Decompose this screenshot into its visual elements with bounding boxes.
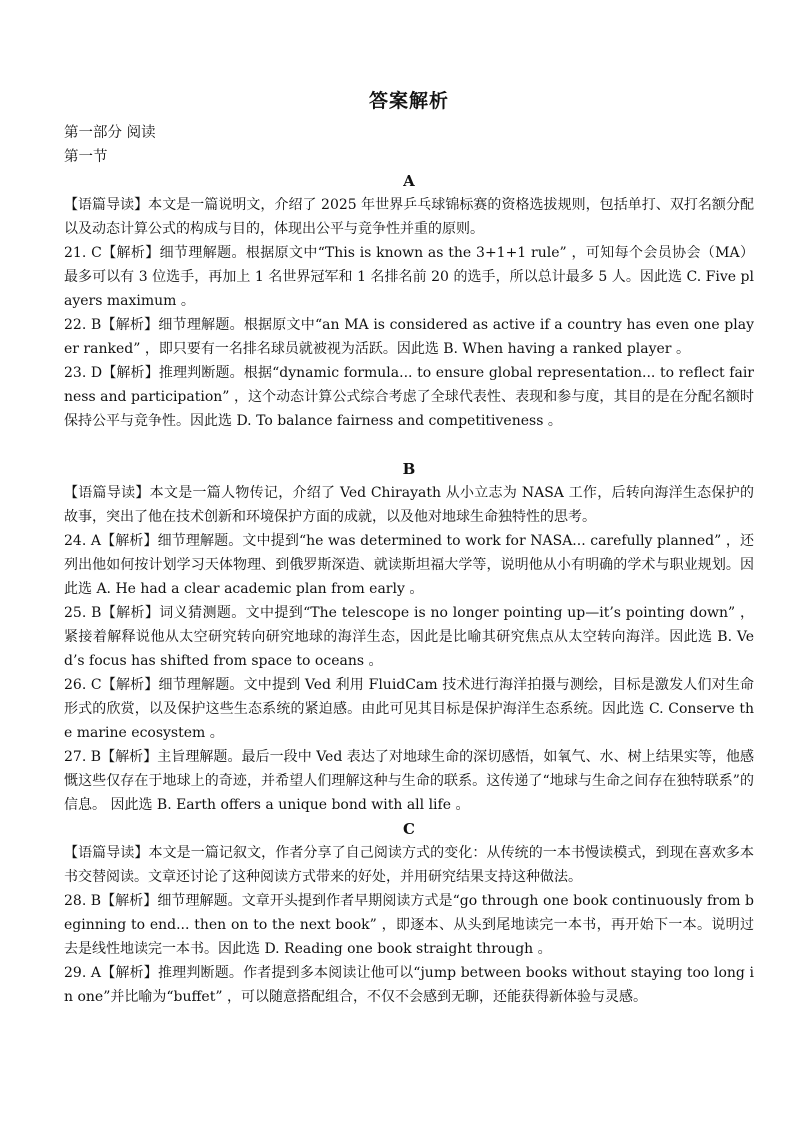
section-heading: 第一节 [64, 149, 108, 165]
passage-b-guide: 【语篇导读】本文是一篇人物传记，介绍了 Ved Chirayath 从小立志为 NASA 工作，后转向海洋生态保护的故事，突出了他在技术创新和环境保护方面的成就，以及他对地球生命独特性的思考。 [64, 485, 754, 525]
answer-26: 26. C【解析】细节理解题。文中提到 Ved 利用 FluidCam 技术进行海洋拍摄与测绘，目标是激发人们对生命形式的欣赏，以及保护这些生态系统的紧迫感。由此可见其目标是保护海洋生态系统。因此选 C. Conserve the marine ecosystem 。 [64, 677, 754, 741]
passage-c-guide: 【语篇导读】本文是一篇记叙文，作者分享了自己阅读方式的变化：从传统的一本书慢读模式，到现在喜欢多本书交替阅读。文章还讨论了这种阅读方式带来的好处，并用研究结果支持这种做法。 [64, 845, 754, 885]
answer-27: 27. B【解析】主旨理解题。最后一段中 Ved 表达了对地球生命的深切感悟，如氧气、水、树上结果实等，他感慨这些仅存在于地球上的奇迹，并希望人们理解这种与生命的联系。这传递了“地球与生命之间存在独特联系”的信息。 因此选 B. Earth offers a unique bond with all life 。 [64, 749, 754, 813]
section-gap [64, 433, 754, 457]
answer-29: 29. A【解析】推理判断题。作者提到多本阅读让他可以“jump between books without staying too long in one”并比喻为“buffet” ，可以随意搭配组合，不仅不会感到无聊，还能获得新体验与灵感。 [64, 965, 754, 1005]
answer-23: 23. D【解析】推理判断题。根据“dynamic formula... to ensure global representation... to reflect fairness and participation” ，这个动态计算公式综合考虑了全球代表性、表现和参与度，其目的是在分配名额时保持公平与竞争性。因此选 D. To balance fairness and competitiveness 。 [64, 365, 754, 429]
passage-letter-a: A [403, 172, 415, 190]
passage-letter-b: B [402, 460, 416, 478]
answer-28: 28. B【解析】细节理解题。文章开头提到作者早期阅读方式是“go through one book continuously from beginning to end... then on to the next book” ，即逐本、从头到尾地读完一本书，再开始下一本。说明过去是线性地读完一本书。因此选 D. Reading one book straight through 。 [64, 893, 754, 957]
answer-25: 25. B【解析】词义猜测题。文中提到“The telescope is no longer pointing up—it’s pointing down” ，紧接着解释说他从太空研究转向研究地球的海洋生态，因此是比喻其研究焦点从太空转向海洋。因此选 B. Ved’s focus has shifted from space to oceans 。 [64, 605, 754, 669]
answer-24: 24. A【解析】细节理解题。文中提到“he was determined to work for NASA... carefully planned” ，还列出他如何按计划学习天体物理、到俄罗斯深造、就读斯坦福大学等，说明他从小有明确的学术与职业规划。因此选 A. He had a clear academic plan from early 。 [64, 533, 754, 597]
part-heading: 第一部分 阅读 [64, 125, 156, 141]
doc-title: 答案解析 [368, 90, 449, 112]
passage-letter-c: C [403, 820, 415, 838]
passage-a-guide: 【语篇导读】本文是一篇说明文，介绍了 2025 年世界乒乓球锦标赛的资格选拔规则，包括单打、双打名额分配以及动态计算公式的构成与目的，体现出公平与竞争性并重的原则。 [64, 197, 754, 237]
answer-21: 21. C【解析】细节理解题。根据原文中“This is known as the 3+1+1 rule” ，可知每个会员协会（MA）最多可以有 3 位选手，再加上 1 名世界冠军和 1 名排名前 20 的选手，所以总计最多 5 人。因此选 C. Five players maximum 。 [64, 245, 754, 309]
answer-22: 22. B【解析】细节理解题。根据原文中“an MA is considered as active if a country has even one player ranked” ，即只要有一名排名球员就被视为活跃。因此选 B. When having a ranked player 。 [64, 317, 754, 357]
answer-document [64, 86, 754, 1009]
